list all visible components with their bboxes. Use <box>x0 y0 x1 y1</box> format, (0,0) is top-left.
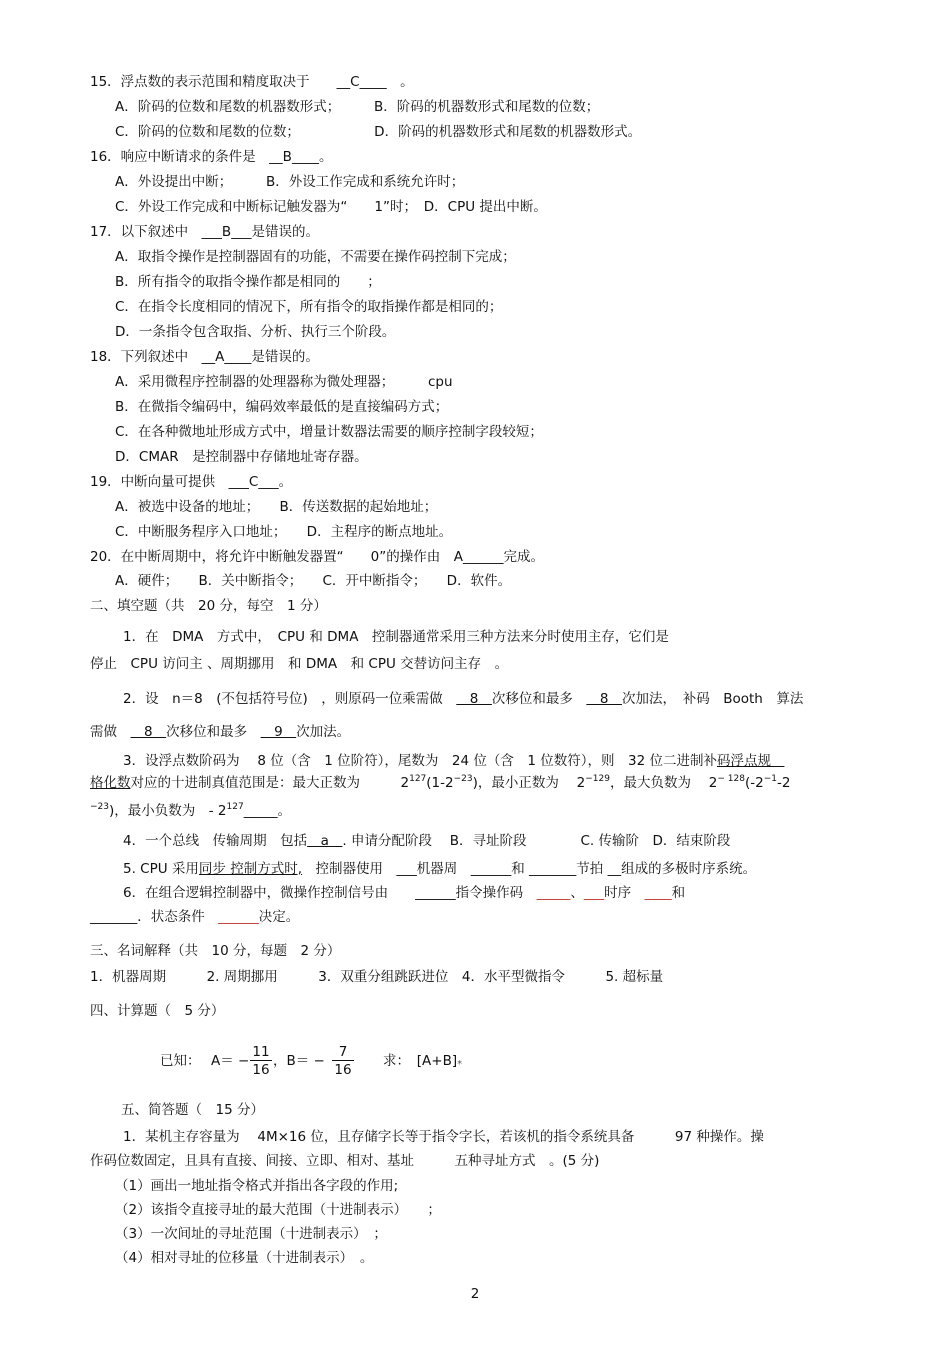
question-18-option-a: A．采用微程序控制器的处理器称为微处理器； cpu <box>115 374 453 390</box>
question-18-option-b: B．在微指令编码中，编码效率最低的是直接编码方式； <box>115 399 449 415</box>
question-17-option-b: B．所有指令的取指令操作都是相同的 ； <box>115 274 381 290</box>
section-3-heading: 三、名词解释（共 10 分，每题 2 分） <box>90 943 341 959</box>
fill-answer: 同步 控制方式时, <box>198 861 303 877</box>
fill-answer: 8 <box>456 691 492 707</box>
section-2-heading: 二、填空题（共 20 分，每空 1 分） <box>90 598 327 614</box>
question-16: 16．响应中断请求的条件是 __B____。 <box>90 149 333 165</box>
fill-6-line-2: _______．状态条件 ______决定。 <box>90 909 300 925</box>
calc-question: 求： [A+B]* <box>383 1053 463 1070</box>
question-19-options-ab: A．被选中设备的地址； B．传送数据的起始地址； <box>115 499 438 515</box>
calc-given-label: 已知： <box>160 1053 201 1069</box>
fill-blank: _____ <box>536 885 571 901</box>
fill-1-line-1: 1．在 DMA 方式中， CPU 和 DMA 控制器通常采用三种方法来分时使用主存，它们是 <box>123 629 669 645</box>
question-17-option-a: A．取指令操作是控制器固有的功能，不需要在操作码控制下完成； <box>115 249 516 265</box>
fill-blank: ______ <box>218 909 259 925</box>
question-19-options-cd: C．中断服务程序入口地址； D．主程序的断点地址。 <box>115 524 453 540</box>
section-3-terms: 1．机器周期 2. 周期挪用 3．双重分组跳跃进位 4．水平型微指令 5. 超标量 <box>90 969 664 985</box>
fraction-numerator: 11 <box>250 1044 272 1061</box>
question-15-options-ab: A．阶码的位数和尾数的机器数形式； B．阶码的机器数形式和尾数的位数； <box>115 99 600 115</box>
fill-1-line-2: 停止 CPU 访问主 、周期挪用 和 DMA 和 CPU 交替访问主存 。 <box>90 656 509 672</box>
question-15: 15．浮点数的表示范围和精度取决于 __C____ 。 <box>90 74 414 90</box>
calc-b-fraction <box>332 1044 354 1079</box>
fraction-denominator: 16 <box>334 1062 352 1078</box>
page-number: 2 <box>470 1286 480 1302</box>
question-20: 20．在中断周期中，将允许中断触发器置“ 0”的操作由 A______完成。 <box>90 549 544 565</box>
fill-blank: ____ <box>644 885 672 901</box>
calc-b-prefix: ，B＝ − <box>273 1053 325 1069</box>
calc-a-prefix: A＝ − <box>211 1053 250 1069</box>
question-17-option-d: D．一条指令包含取指、分析、执行三个阶段。 <box>115 324 396 340</box>
fill-blank: ___ <box>583 885 605 901</box>
question-15-options-cd: C．阶码的位数和尾数的位数； D．阶码的机器数形式和尾数的机器数形式。 <box>115 124 642 140</box>
fill-3-line-3: $^{-23}$)，最小负数为 - $2^{127}\_\_\_\_\_$。 <box>90 802 291 819</box>
short-answer-1-part-1: （1）画出一地址指令格式并指出各字段的作用; <box>115 1178 399 1194</box>
fill-answer: a <box>307 833 343 849</box>
section-4-heading: 四、计算题（ 5 分） <box>90 1003 225 1019</box>
fill-3-line-2: 格化数对应的十进制真值范围是：最大正数为 $2^{127}(1-2^{-23})$，最小正数为 $2^{-129}$，最大负数为 $2^{- 128}(-2^{-1}-2$ <box>90 774 791 791</box>
fill-5: 5. CPU 采用同步 控制方式时, 控制器使用 ___机器周 ______和 _______节拍 __组成的多极时序系统。 <box>123 861 757 877</box>
question-19: 19．中断向量可提供 ___C___。 <box>90 474 293 490</box>
fill-3-line-1: 3．设浮点数阶码为 8 位（含 1 位阶符），尾数为 24 位（含 1 位数符），则 32 位二进制补码浮点规 <box>123 753 785 769</box>
fill-2-line-2: 需做 8 次移位和最多 9 次加法。 <box>90 724 351 740</box>
question-16-options-cd: C．外设工作完成和中断标记触发器为“ 1”时； D．CPU 提出中断。 <box>115 199 547 215</box>
question-18-option-c: C．在各种微地址形成方式中，增量计数器法需要的顺序控制字段较短； <box>115 424 543 440</box>
fill-2-line-1: 2．设 n＝8 (不包括符号位) ，则原码一位乘需做 8 次移位和最多 8 次加法， 补码 Booth 算法 <box>123 691 804 707</box>
short-answer-1-part-3: （3）一次间址的寻址范围（十进制表示） ； <box>115 1226 387 1242</box>
question-17-option-c: C．在指令长度相同的情况下，所有指令的取指操作都是相同的； <box>115 299 503 315</box>
question-20-options: A．硬件； B．关中断指令； C．开中断指令； D．软件。 <box>115 573 512 589</box>
fill-answer: 格化数 <box>90 775 131 791</box>
fill-4: 4．一个总线 传输周期 包括 a . 申请分配阶段 B．寻址阶段 C. 传输阶 D．结束阶段 <box>123 833 731 849</box>
fraction-denominator: 16 <box>252 1062 270 1078</box>
short-answer-1-line-2: 作码位数固定，且具有直接、间接、立即、相对、基址 五种寻址方式 。(5 分) <box>90 1153 600 1169</box>
fill-answer: 码浮点规 <box>716 753 785 769</box>
short-answer-1-part-4: （4）相对寻址的位移量（十进制表示） 。 <box>115 1250 374 1266</box>
short-answer-1-line-1: 1．某机主存容量为 4M×16 位，且存储字长等于指令字长，若该机的指令系统具备 97 种操作。操 <box>123 1129 764 1145</box>
fraction-numerator: 7 <box>332 1044 354 1061</box>
section-5-heading: 五、简答题（ 15 分） <box>121 1102 264 1118</box>
question-17: 17．以下叙述中 ___B___是错误的。 <box>90 224 319 240</box>
question-18-option-d: D．CMAR 是控制器中存储地址寄存器。 <box>115 449 368 465</box>
question-18: 18．下列叙述中 __A____是错误的。 <box>90 349 319 365</box>
fill-answer: 9 <box>260 724 297 740</box>
short-answer-1-part-2: （2）该指令直接寻址的最大范围（十进制表示） ； <box>115 1202 441 1218</box>
calc-a-fraction <box>250 1044 272 1079</box>
fill-answer: 8 <box>130 724 167 740</box>
fill-answer: 8 <box>586 691 622 707</box>
question-16-options-ab: A．外设提出中断； B．外设工作完成和系统允许时； <box>115 174 465 190</box>
fill-6-line-1: 6．在组合逻辑控制器中，微操作控制信号由 ______指令操作码 _____、___时序 ____和 <box>123 885 686 901</box>
